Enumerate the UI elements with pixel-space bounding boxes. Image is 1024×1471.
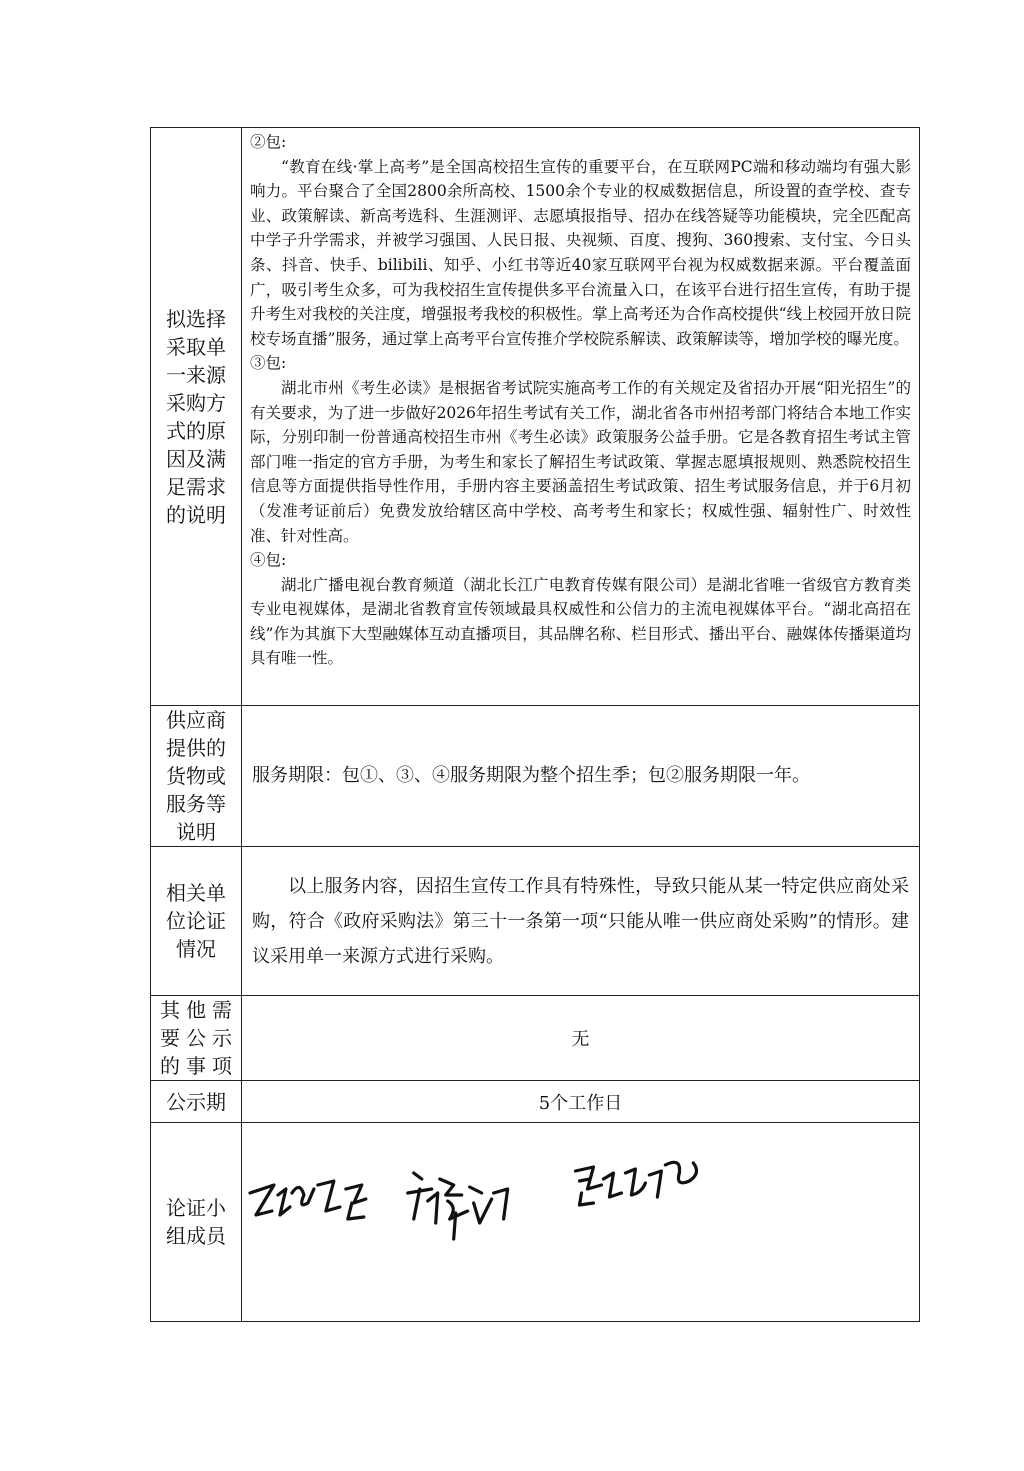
other-matters-value: 无 [571, 1029, 590, 1050]
argument-row [151, 847, 920, 996]
package-4-text: 湖北广播电视台教育频道（湖北长江广电教育传媒有限公司）是湖北省唯一省级官方教育类专业电视媒体，是湖北省教育宣传领域最具权威性和公信力的主流电视媒体平台。“湖北高招在线”作为其旗下大型融媒体互动直播项目，其品牌名称、栏目形式、播出平台、融媒体传播渠道均具有唯一性。 [250, 575, 911, 668]
supplier-label: 供应商提供的货物或服务等说明 [166, 708, 226, 844]
supplier-label-cell [151, 706, 242, 847]
service-term-cell [242, 706, 920, 847]
package-4-heading: ④包: [250, 551, 287, 570]
argument-label-cell [151, 847, 242, 996]
handwritten-signature-2 [408, 1173, 508, 1239]
publicity-period-label: 公示期 [166, 1089, 226, 1114]
argument-text: 以上服务内容，因招生宣传工作具有特殊性，导致只能从某一特定供应商处采购，符合《政府采购法》第三十一条第一项“只能从唯一供应商处采购”的情形。建议采用单一来源方式进行采购。 [252, 875, 909, 967]
package-3-heading: ③包: [250, 354, 287, 373]
members-signature-cell [242, 1123, 920, 1322]
argument-label: 相关单位论证情况 [166, 881, 226, 961]
other-matters-label-cell [151, 996, 242, 1081]
publicity-period-row [151, 1081, 920, 1123]
publicity-period-value: 5个工作日 [538, 1092, 623, 1114]
document-table [150, 127, 920, 1322]
members-row [151, 1123, 920, 1322]
publicity-period-label-cell [151, 1081, 242, 1123]
reason-label-cell [151, 128, 242, 706]
other-matters-value-cell [242, 996, 920, 1081]
handwritten-signature-3 [576, 1162, 697, 1205]
members-label-cell [151, 1123, 242, 1322]
other-matters-label: 其他需要公示的事项 [160, 998, 232, 1078]
service-term-text: 服务期限：包①、③、④服务期限为整个招生季；包②服务期限一年。 [252, 765, 810, 786]
reason-row [151, 128, 920, 706]
publicity-period-value-cell [242, 1081, 920, 1123]
other-matters-row [151, 996, 920, 1081]
signatures-area [242, 1123, 919, 1321]
reason-label: 拟选择采取单一来源采购方式的原因及满足需求的说明 [166, 306, 226, 527]
supplier-row [151, 706, 920, 847]
package-3-text: 湖北市州《考生必读》是根据省考试院实施高考工作的有关规定及省招办开展“阳光招生”的有关要求，为了进一步做好2026年招生考试有关工作，湖北省各市州招考部门将结合本地工作实际，分别印制一份普通高校招生市州《考生必读》政策服务公益手册。它是各教育招生考试主管部门唯一指定的官方手册，为考生和家长了解招生考试政策、掌握志愿填报规则、熟悉院校招生信息等方面提供指导性作用，手册内容主要涵盖招生考试政策、招生考试服务信息，并于6月初（发准考证前后）免费发放给辖区高中学校、高考考生和家长；权威性强、辐射性广、时效性准、针对性高。 [250, 378, 911, 545]
package-2-text: “教育在线·掌上高考”是全国高校招生宣传的重要平台，在互联网PC端和移动端均有强大影响力。平台聚合了全国2800余所高校、1500余个专业的权威数据信息，所设置的查学校、查专业、政策解读、新高考选科、生涯测评、志愿填报指导、招办在线答疑等功能模块，完全匹配高中学子升学需求，并被学习强国、人民日报、央视频、百度、搜狗、360搜索、支付宝、今日头条、抖音、快手、bilibili、知乎、小红书等近40家互联网平台视为权威数据来源。平台覆盖面广，吸引考生众多，可为我校招生宣传提供多平台流量入口，在该平台进行招生宣传，有助于提升考生对我校的关注度，增强报考我校的积极性。掌上高考还为合作高校提供“线上校园开放日院校专场直播”服务，通过掌上高考平台宣传推介学校院系解读、政策解读等，增加学校的曝光度。 [250, 157, 911, 348]
argument-content-cell [242, 847, 920, 996]
handwritten-signature-1 [250, 1181, 366, 1219]
reason-content-cell [242, 128, 920, 706]
members-label: 论证小组成员 [166, 1196, 226, 1248]
package-2-heading: ②包: [250, 133, 287, 151]
